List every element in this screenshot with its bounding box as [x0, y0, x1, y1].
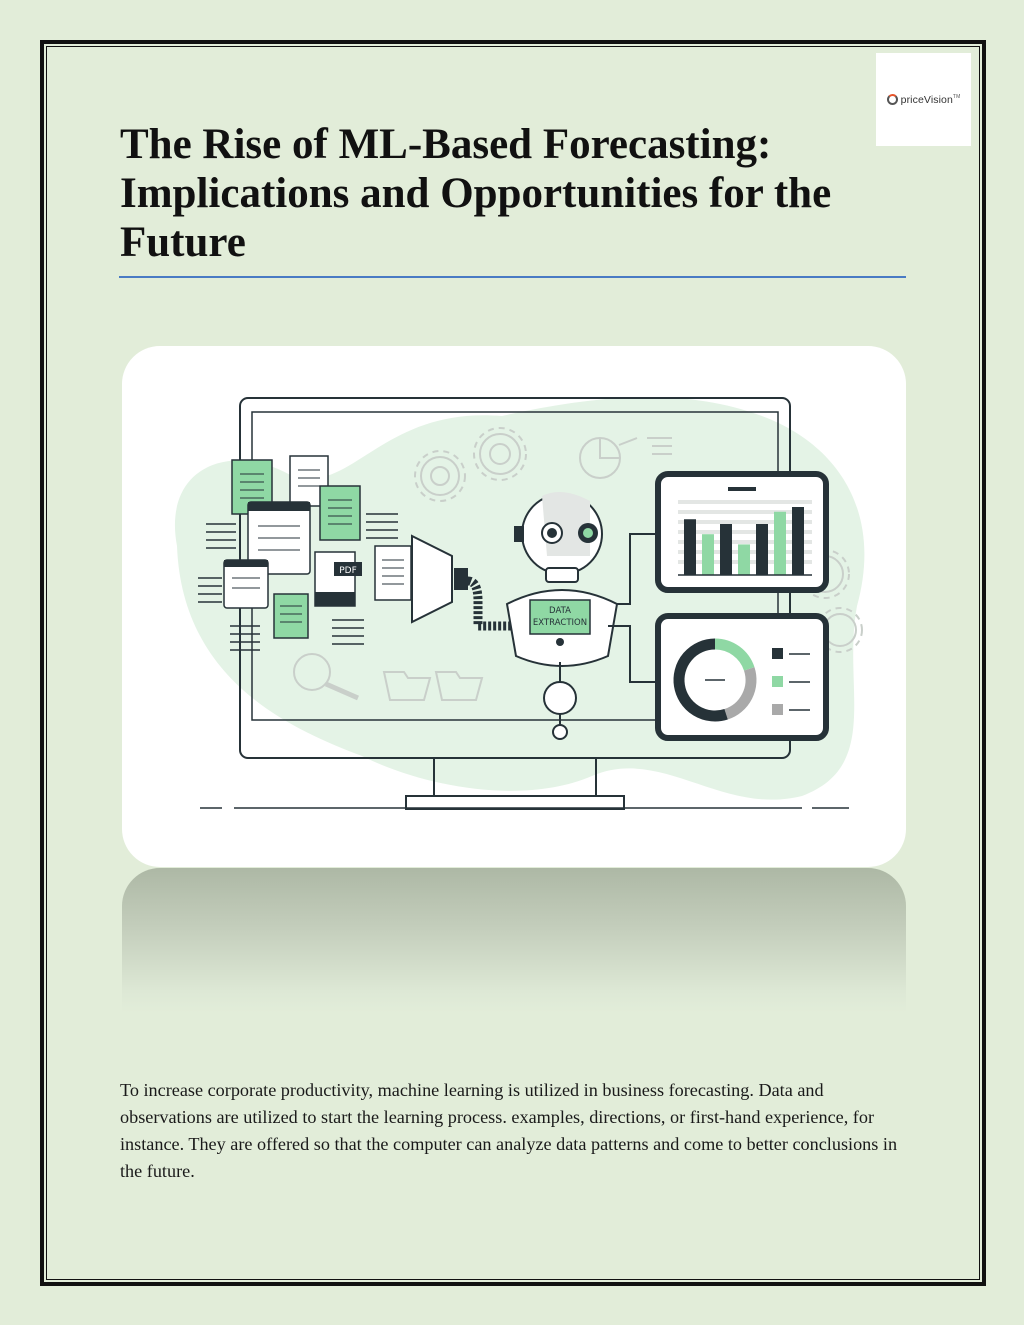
pdf-document-icon [315, 552, 362, 606]
pricevision-logo-icon [887, 94, 898, 105]
bar-chart-title-bar [728, 487, 756, 491]
funnel-coupling [454, 568, 468, 590]
pdf-label: PDF [339, 566, 357, 576]
document-icon [274, 594, 308, 638]
hero-illustration [122, 346, 906, 867]
legend-swatch [772, 648, 783, 659]
page-title: The Rise of ML-Based Forecasting: Implications and Opportunities for the Future [120, 121, 832, 266]
bar-chart-bar [720, 524, 732, 575]
title-underline [119, 276, 906, 278]
document-icon [375, 546, 411, 600]
monitor-stand [406, 796, 624, 809]
browser-window-icon [224, 560, 268, 608]
robot-label-data: DATA [549, 606, 571, 616]
data-extraction-illustration [122, 346, 906, 867]
bar-chart-bar [684, 519, 696, 575]
logo-trademark: TM [952, 93, 961, 100]
bar-chart-bar [792, 507, 804, 575]
legend-swatch [772, 704, 783, 715]
hero-reflection [122, 868, 906, 1013]
bar-chart-bar [756, 524, 768, 575]
bar-chart-bar [702, 534, 714, 575]
document-icon [320, 486, 360, 540]
logo-text: priceVision [900, 93, 953, 106]
body-paragraph: To increase corporate productivity, machine learning is utilized in business forecasting. Data and observations are utilized to start the learning process. examples, directions, or first-hand experience, for instance. They are offered so that the computer can analyze data patterns and come to better conclusions in the future. [120, 1080, 898, 1181]
robot-label-extraction: EXTRACTION [532, 618, 588, 628]
bar-chart-bar [774, 512, 786, 575]
legend-swatch [772, 676, 783, 687]
bar-chart-bar [738, 544, 750, 575]
